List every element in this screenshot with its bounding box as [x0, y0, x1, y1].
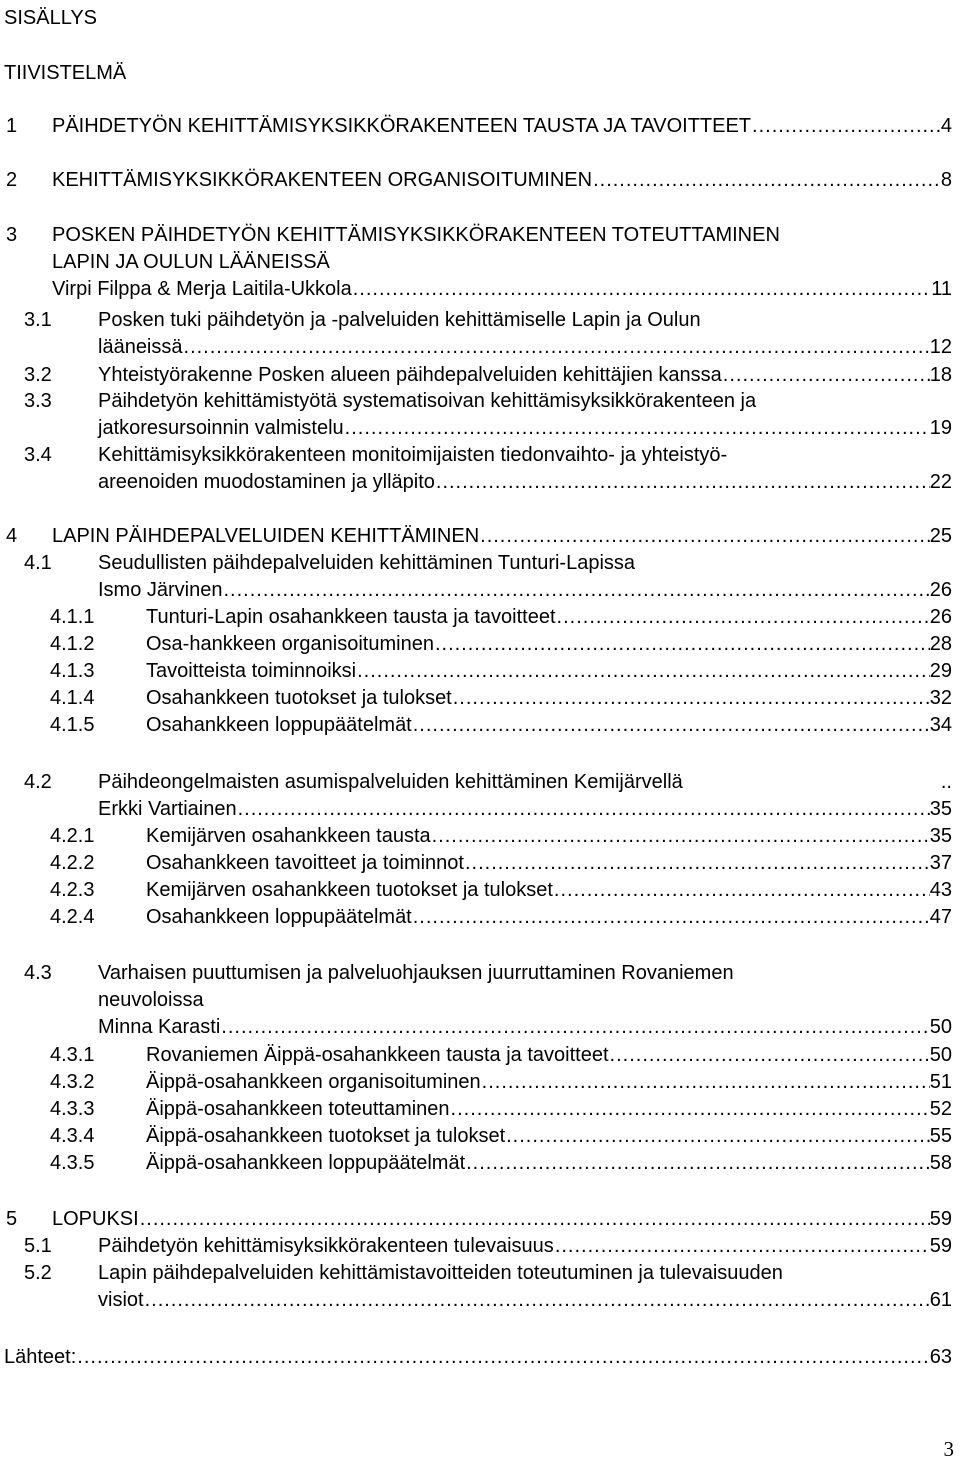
toc-page-number: 43: [929, 879, 952, 901]
toc-entry-title: Virpi Filppa & Merja Laitila-Ukkola: [52, 278, 352, 300]
toc-entry-line: [98, 415, 952, 442]
toc-entry-number: 4.1.5: [50, 714, 95, 736]
toc-entry-title: Päihdetyön kehittämistyötä systematisoivan kehittämisyksikkörakenteen ja: [98, 390, 757, 412]
dot-leader: [223, 577, 930, 604]
dot-leader: [481, 1069, 930, 1096]
toc-page-number: 35: [929, 825, 952, 847]
toc-entry[interactable]: [0, 960, 956, 1041]
toc-entry[interactable]: [0, 222, 956, 303]
toc-entry-title: Seudullisten päihdepalveluiden kehittäminen Tunturi-Lapissa: [98, 552, 636, 574]
toc-line-end: ..: [940, 771, 952, 793]
dot-leader: [139, 1206, 930, 1233]
toc-entry-line: [146, 904, 952, 931]
toc-page-number: 50: [929, 1044, 952, 1066]
toc-entry[interactable]: [0, 307, 956, 361]
toc-page-number: 4: [940, 115, 952, 137]
dot-leader: [553, 877, 930, 904]
toc-page-number: 18: [929, 364, 952, 386]
toc-entry[interactable]: [0, 877, 956, 904]
toc-entry-title: Osa-hankkeen organisoituminen: [146, 633, 434, 655]
toc-entry-number: 4.3: [24, 962, 52, 984]
toc-entry-number: 3: [6, 224, 18, 246]
toc-entry-title: Erkki Vartiainen: [98, 798, 237, 820]
toc-entry-number: 2: [6, 169, 18, 191]
toc-entry-number: 5.2: [24, 1262, 52, 1284]
toc-page-number: 59: [929, 1208, 952, 1230]
toc-page-number: 19: [929, 417, 952, 439]
toc-entry-number: 1: [6, 115, 18, 137]
toc-entry-title: Osahankkeen loppupäätelmät: [146, 714, 412, 736]
toc-page-number: 35: [929, 798, 952, 820]
toc-entry-line: [146, 631, 952, 658]
toc-entry-number: 4.3.5: [50, 1152, 95, 1174]
toc-page-number: 28: [929, 633, 952, 655]
toc-page-number: 32: [929, 687, 952, 709]
toc-entry-number: 3.2: [24, 364, 52, 386]
toc-page-number: 59: [929, 1235, 952, 1257]
toc-entry-number: 4.1: [24, 552, 52, 574]
dot-leader: [76, 1344, 929, 1371]
toc-page-number: 26: [929, 579, 952, 601]
toc-entry[interactable]: [0, 823, 956, 850]
toc-page-number: 55: [929, 1125, 952, 1147]
toc-entry[interactable]: [0, 113, 956, 140]
toc-page-number: 26: [929, 606, 952, 628]
toc-entry[interactable]: [0, 769, 956, 823]
toc-page-number: 22: [929, 471, 952, 493]
toc-entry[interactable]: [0, 1206, 956, 1233]
toc-entry-title: jatkoresursoinnin valmistelu: [98, 417, 344, 439]
toc-entry-line: [52, 1206, 952, 1233]
toc-entry-line: [98, 1233, 952, 1260]
toc-entry-title: Rovaniemen Äippä-osahankkeen tausta ja tavoitteet: [146, 1044, 609, 1066]
toc-entry[interactable]: [0, 1260, 956, 1314]
toc-entry[interactable]: [0, 1042, 956, 1069]
toc-entry[interactable]: [0, 1233, 956, 1260]
toc-entry-title: Yhteistyörakenne Posken alueen päihdepalveluiden kehittäjien kanssa: [98, 364, 722, 386]
dot-leader: [144, 1287, 930, 1314]
toc-entry-title: LOPUKSI: [52, 1208, 139, 1230]
toc-entry-title: Tunturi-Lapin osahankkeen tausta ja tavoitteet: [146, 606, 556, 628]
toc-entry-line: [98, 1014, 952, 1041]
toc-entry[interactable]: [0, 658, 956, 685]
toc-entry-number: 4.2.2: [50, 852, 95, 874]
toc-entry-line: [146, 823, 952, 850]
toc-entry-line: [98, 388, 952, 415]
toc-entry-line: [52, 222, 952, 249]
toc-entry-line: [146, 1150, 952, 1177]
toc-entry-line: [146, 877, 952, 904]
toc-entry-number: 4.1.4: [50, 687, 95, 709]
toc-entry[interactable]: [0, 550, 956, 604]
toc-entry-line: [52, 167, 952, 194]
toc-entry-title: Varhaisen puuttumisen ja palveluohjauksen juurruttaminen Rovaniemen: [98, 962, 734, 984]
toc-page-number: 47: [929, 906, 952, 928]
dot-leader: [344, 415, 930, 442]
toc-entry[interactable]: [0, 1150, 956, 1177]
dot-leader: [220, 1014, 929, 1041]
toc-entry[interactable]: [0, 523, 956, 550]
toc-page-number: 29: [929, 660, 952, 682]
dot-leader: [465, 1150, 930, 1177]
toc-page-number: 61: [929, 1289, 952, 1311]
toc-page-number: 63: [929, 1346, 952, 1368]
toc-entry-title: areenoiden muodostaminen ja ylläpito: [98, 471, 435, 493]
dot-leader: [464, 850, 930, 877]
toc-entry-number: 4.2: [24, 771, 52, 793]
toc-entry-line: [52, 249, 952, 276]
toc-entry[interactable]: [0, 388, 956, 442]
page-number: 3: [943, 1437, 954, 1461]
toc-entry-title: Osahankkeen loppupäätelmät: [146, 906, 412, 928]
toc-entry[interactable]: [0, 631, 956, 658]
toc-entry-title: Posken tuki päihdetyön ja -palveluiden kehittämiselle Lapin ja Oulun: [98, 309, 701, 331]
toc-entry-title: Kemijärven osahankkeen tuotokset ja tulokset: [146, 879, 553, 901]
toc-entry-number: 5.1: [24, 1235, 52, 1257]
toc-heading: SISÄLLYS: [4, 7, 98, 29]
toc-entry-line: [146, 1123, 952, 1150]
toc-entry-number: 4: [6, 525, 18, 547]
toc-entry-number: 4.3.4: [50, 1125, 95, 1147]
toc-entry-line: [146, 1042, 952, 1069]
toc-entry[interactable]: [0, 604, 956, 631]
toc-entry-title: Kemijärven osahankkeen tausta: [146, 825, 431, 847]
toc-entry-number: 4.1.3: [50, 660, 95, 682]
toc-entry-title: Äippä-osahankkeen organisoituminen: [146, 1071, 481, 1093]
toc-page-number: 52: [929, 1098, 952, 1120]
toc-page-number: 34: [929, 714, 952, 736]
abstract-link[interactable]: TIIVISTELMÄ: [4, 62, 127, 84]
toc-page-number: 11: [931, 278, 952, 300]
toc-entry-line: [98, 769, 952, 796]
toc-entry-line: [98, 960, 952, 987]
dot-leader: [431, 823, 930, 850]
toc-entry-number: 4.3.2: [50, 1071, 95, 1093]
dot-leader: [452, 685, 930, 712]
toc-entry-line: [4, 1344, 952, 1371]
toc-entry-line: [98, 550, 952, 577]
toc-entry[interactable]: [0, 167, 956, 194]
toc-entry-line: [146, 850, 952, 877]
toc-entry-title: Osahankkeen tavoitteet ja toiminnot: [146, 852, 464, 874]
toc-entry[interactable]: [0, 685, 956, 712]
toc-entry-title: Päihdetyön kehittämisyksikkörakenteen tulevaisuus: [98, 1235, 554, 1257]
dot-leader: [722, 362, 930, 389]
toc-entry-number: 4.3.3: [50, 1098, 95, 1120]
toc-entry-line: [52, 523, 952, 550]
dot-leader: [412, 712, 930, 739]
toc-entry-number: 4.2.3: [50, 879, 95, 901]
dot-leader: [435, 469, 930, 496]
toc-entry-title: Äippä-osahankkeen loppupäätelmät: [146, 1152, 466, 1174]
toc-entry[interactable]: [0, 1123, 956, 1150]
toc-entry-line: [98, 987, 952, 1014]
toc-entry-title: Ismo Järvinen: [98, 579, 223, 601]
toc-entry-line: [52, 113, 952, 140]
toc-entry-number: 3.1: [24, 309, 52, 331]
dot-leader: [479, 523, 930, 550]
toc-entry-line: [98, 796, 952, 823]
toc-page-number: 8: [940, 169, 952, 191]
toc-entry-title: Äippä-osahankkeen tuotokset ja tulokset: [146, 1125, 506, 1147]
toc-entry-line: [146, 658, 952, 685]
toc-entry-line: [98, 1260, 952, 1287]
toc-entry-title: neuvoloissa: [98, 989, 204, 1011]
dot-leader: [556, 604, 930, 631]
toc-entry[interactable]: [0, 362, 956, 389]
toc-entry-title: Lähteet:: [4, 1346, 77, 1368]
toc-entry-line: [98, 442, 952, 469]
toc-entry-line: [98, 334, 952, 361]
toc-page-number: 25: [929, 525, 952, 547]
toc-entry-title: Osahankkeen tuotokset ja tulokset: [146, 687, 452, 709]
toc-page-number: 58: [929, 1152, 952, 1174]
toc-entry-title: Äippä-osahankkeen toteuttaminen: [146, 1098, 450, 1120]
toc-entry-line: [98, 362, 952, 389]
toc-entry[interactable]: [0, 904, 956, 931]
toc-entry-line: [146, 1096, 952, 1123]
dot-leader: [592, 167, 941, 194]
dot-leader: [450, 1096, 930, 1123]
toc-entry-number: 4.1.2: [50, 633, 95, 655]
toc-entry-title: lääneissä: [98, 336, 183, 358]
toc-entry-line: [146, 712, 952, 739]
dot-leader: [505, 1123, 930, 1150]
toc-entry-number: 4.3.1: [50, 1044, 95, 1066]
toc-entry-line: [146, 685, 952, 712]
dot-leader: [554, 1233, 930, 1260]
dot-leader: [237, 796, 930, 823]
dot-leader: [412, 904, 930, 931]
toc-entry[interactable]: [0, 442, 956, 496]
toc-entry-line: [98, 307, 952, 334]
dot-leader: [609, 1042, 930, 1069]
toc-page-number: 37: [929, 852, 952, 874]
toc-entry-number: 4.2.4: [50, 906, 95, 928]
toc-entry-title: Minna Karasti: [98, 1016, 221, 1038]
toc-page-number: 12: [929, 336, 952, 358]
toc-page-number: 51: [929, 1071, 952, 1093]
toc-entry[interactable]: [0, 712, 956, 739]
dot-leader: [183, 334, 930, 361]
dot-leader: [434, 631, 930, 658]
toc-entry[interactable]: [0, 1344, 956, 1371]
toc-entry-title: Päihdeongelmaisten asumispalveluiden kehittäminen Kemijärvellä: [98, 771, 683, 793]
toc-entry-title: PÄIHDETYÖN KEHITTÄMISYKSIKKÖRAKENTEEN TAUSTA JA TAVOITTEET: [52, 115, 752, 137]
toc-entry-title: Tavoitteista toiminnoiksi: [146, 660, 357, 682]
toc-entry-title: POSKEN PÄIHDETYÖN KEHITTÄMISYKSIKKÖRAKENTEEN TOTEUTTAMINEN: [52, 224, 780, 246]
toc-entry-line: [98, 1287, 952, 1314]
toc-entry-line: [98, 577, 952, 604]
toc-entry-title: LAPIN PÄIHDEPALVELUIDEN KEHITTÄMINEN: [52, 525, 480, 547]
toc-entry-line: [52, 276, 952, 303]
toc-entry[interactable]: [0, 1096, 956, 1123]
toc-entry-number: 3.4: [24, 444, 52, 466]
toc-entry-line: [146, 604, 952, 631]
toc-entry-number: 3.3: [24, 390, 52, 412]
toc-entry-title: KEHITTÄMISYKSIKKÖRAKENTEEN ORGANISOITUMINEN: [52, 169, 593, 191]
toc-entry[interactable]: [0, 850, 956, 877]
toc-entry-number: 5: [6, 1208, 18, 1230]
toc-entry-title: LAPIN JA OULUN LÄÄNEISSÄ: [52, 251, 330, 273]
dot-leader: [356, 658, 930, 685]
dot-leader: [352, 276, 931, 303]
toc-entry-title: visiot: [98, 1289, 144, 1311]
toc-entry-line: [98, 469, 952, 496]
toc-entry[interactable]: [0, 1069, 956, 1096]
toc-entry-number: 4.1.1: [50, 606, 95, 628]
dot-leader: [751, 113, 941, 140]
toc-entry-title: Kehittämisyksikkörakenteen monitoimijaisten tiedonvaihto- ja yhteistyö-: [98, 444, 728, 466]
toc-entry-title: Lapin päihdepalveluiden kehittämistavoitteiden toteutuminen ja tulevaisuuden: [98, 1262, 783, 1284]
toc-entry-line: [146, 1069, 952, 1096]
toc-page-number: 50: [929, 1016, 952, 1038]
toc-entry-number: 4.2.1: [50, 825, 95, 847]
